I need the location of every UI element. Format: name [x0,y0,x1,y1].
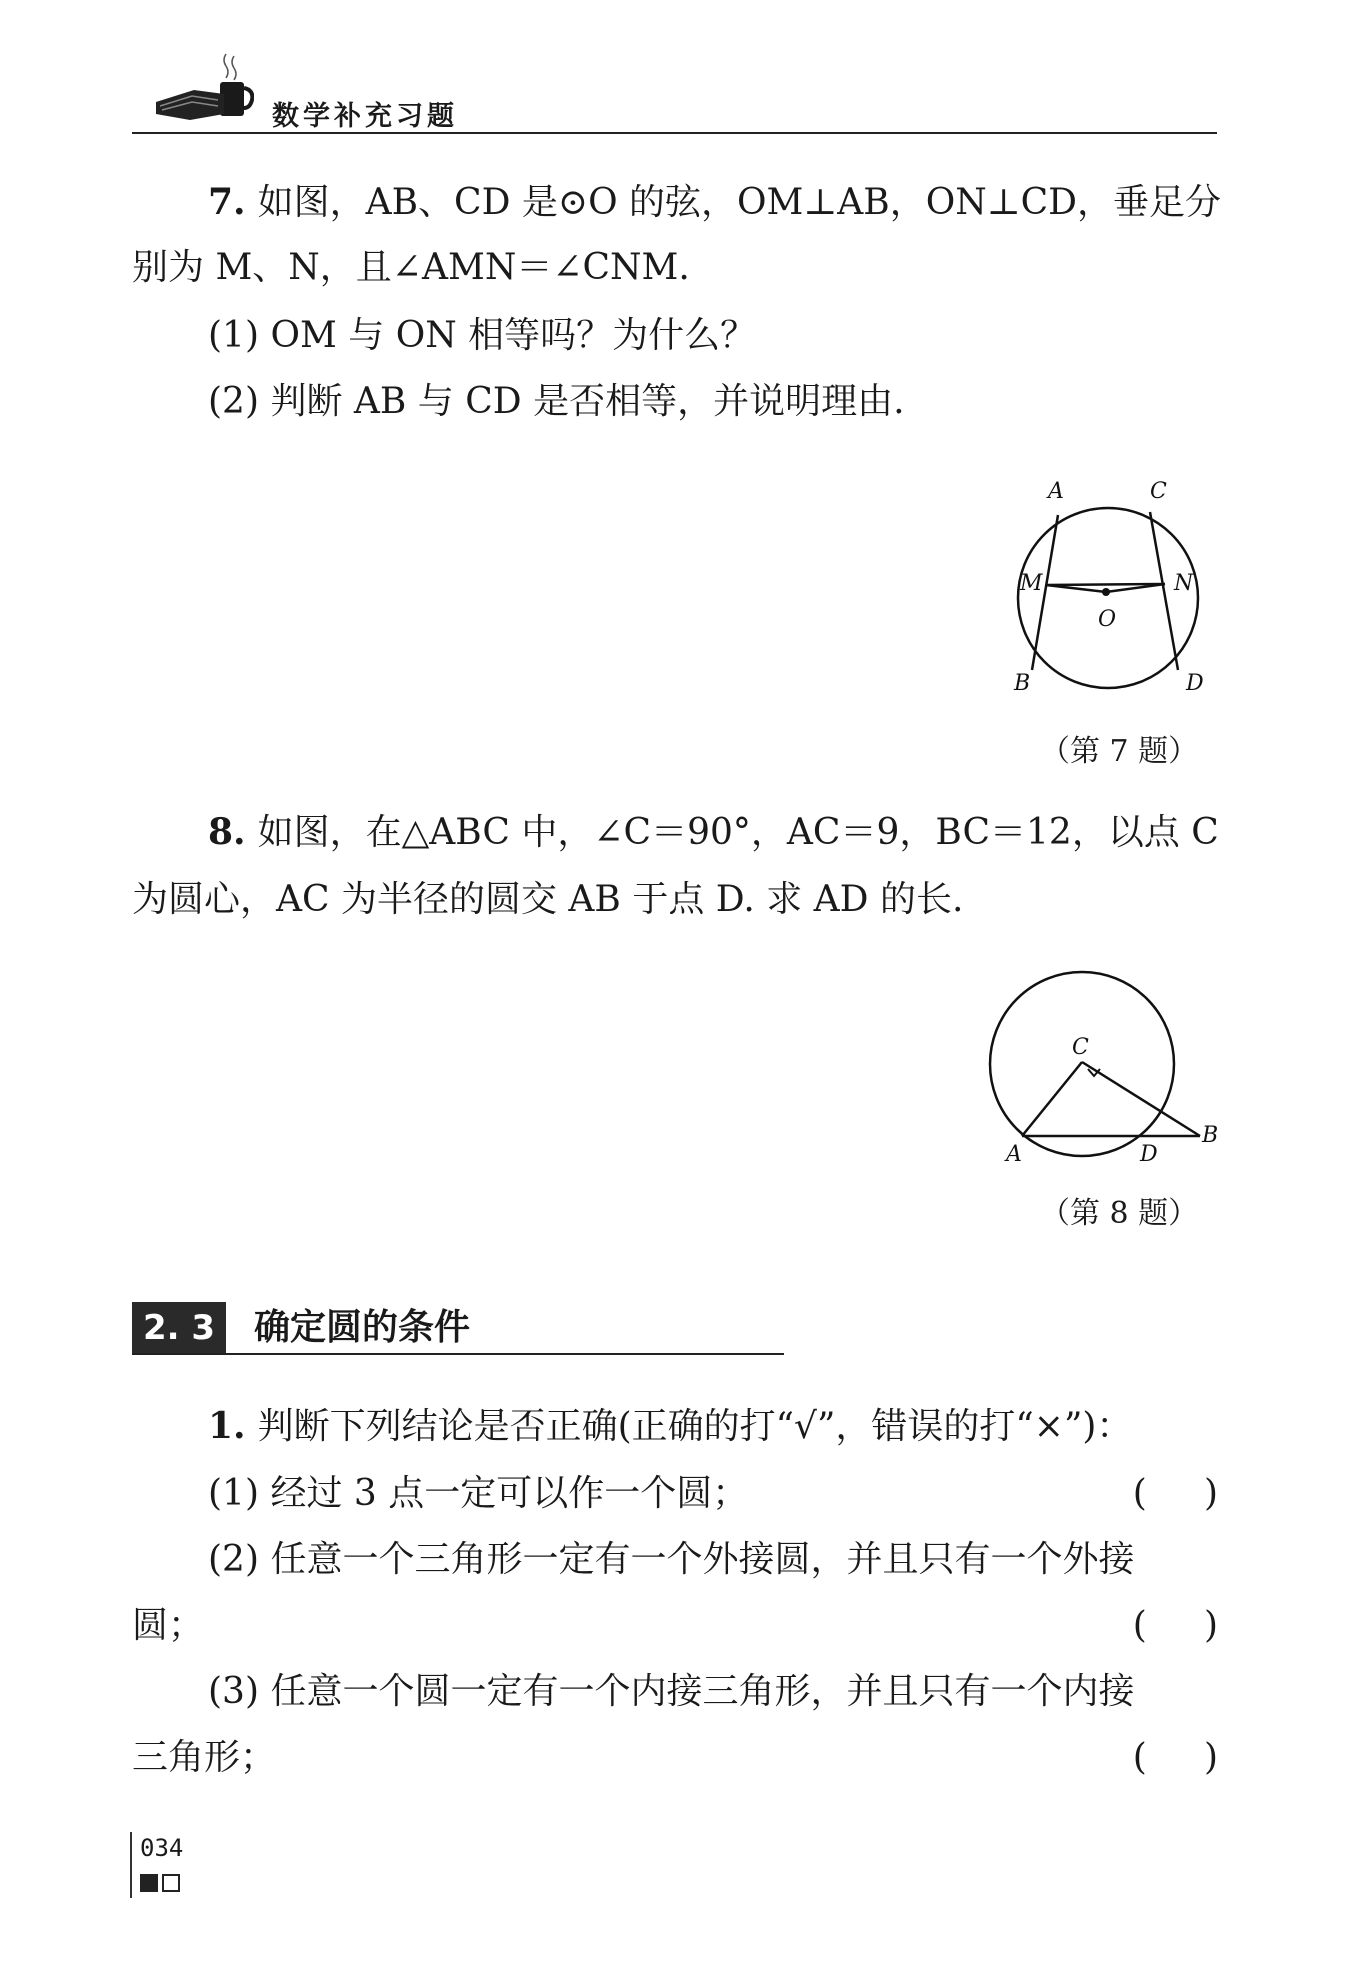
s1-number: 1. [208,1405,246,1447]
s1-item3-answer-blank[interactable]: ( ) [1132,1737,1218,1778]
q8-text-line2: 为圆心，AC 为半径的圆交 AB 于点 D. 求 AD 的长. [132,879,964,920]
s1-item2: (2) 任意一个三角形一定有一个外接圆，并且只有一个外接 [208,1539,1135,1580]
q8-label-A: A [1006,1142,1022,1167]
q7-text-line1: 如图，AB、CD 是⊙O 的弦，OM⊥AB，ON⊥CD，垂足分 [257,182,1221,223]
q8-text-line1: 如图，在△ABC 中，∠C＝90°，AC＝9，BC＝12，以点 C [257,812,1219,853]
header-divider [132,132,1217,134]
q8-figure-caption: （第 8 题） [1040,1196,1199,1231]
s1-item2-answer-blank[interactable]: ( ) [1132,1605,1218,1646]
empty-square-icon [162,1874,180,1892]
q7-label-M: M [1020,571,1043,596]
footer-divider [130,1832,132,1898]
s1-item3: (3) 任意一个圆一定有一个内接三角形，并且只有一个内接 [208,1671,1135,1712]
q7-label-B: B [1014,671,1031,696]
q8-figure [980,966,1240,1176]
s1-item2-cont: 圆； [132,1605,205,1646]
q7-label-D: D [1186,671,1204,696]
s1-item3-cont: 三角形； [132,1737,277,1778]
section-title: 确定圆的条件 [254,1307,471,1348]
q7-figure-caption: （第 7 题） [1040,734,1199,769]
q7-text-line2: 别为 M、N，且∠AMN＝∠CNM. [132,247,690,288]
q7-sub1: (1) OM 与 ON 相等吗？为什么？ [208,315,757,356]
q7-number: 7. [208,181,246,223]
q7-figure [990,470,1230,710]
section-number: 2. 3 [132,1302,226,1354]
q7-label-A: A [1048,479,1064,504]
s1-item1-answer-blank[interactable]: ( ) [1132,1473,1218,1514]
q8-label-C: C [1072,1035,1089,1060]
q7-label-C: C [1150,479,1167,504]
header-title: 数学补充习题 [272,101,458,132]
q7-label-N: N [1174,571,1194,596]
q7-line1 [208,178,1221,227]
q8-line1 [208,808,1219,857]
q8-label-D: D [1140,1142,1158,1167]
section-divider [132,1353,784,1355]
q7-label-O: O [1098,607,1117,632]
filled-square-icon [140,1874,158,1892]
s1-item1: (1) 经过 3 点一定可以作一个圆； [208,1473,749,1514]
q7-sub2: (2) 判断 AB 与 CD 是否相等，并说明理由. [208,381,905,422]
page-header [132,40,1217,136]
q8-number: 8. [208,811,246,853]
s1-intro-line [208,1402,1132,1451]
q8-label-B: B [1202,1123,1219,1148]
book-and-mug-logo-icon [154,52,254,124]
page-number: 034 [140,1834,184,1862]
s1-intro: 判断下列结论是否正确(正确的打“√”，错误的打“×”)： [257,1406,1133,1447]
